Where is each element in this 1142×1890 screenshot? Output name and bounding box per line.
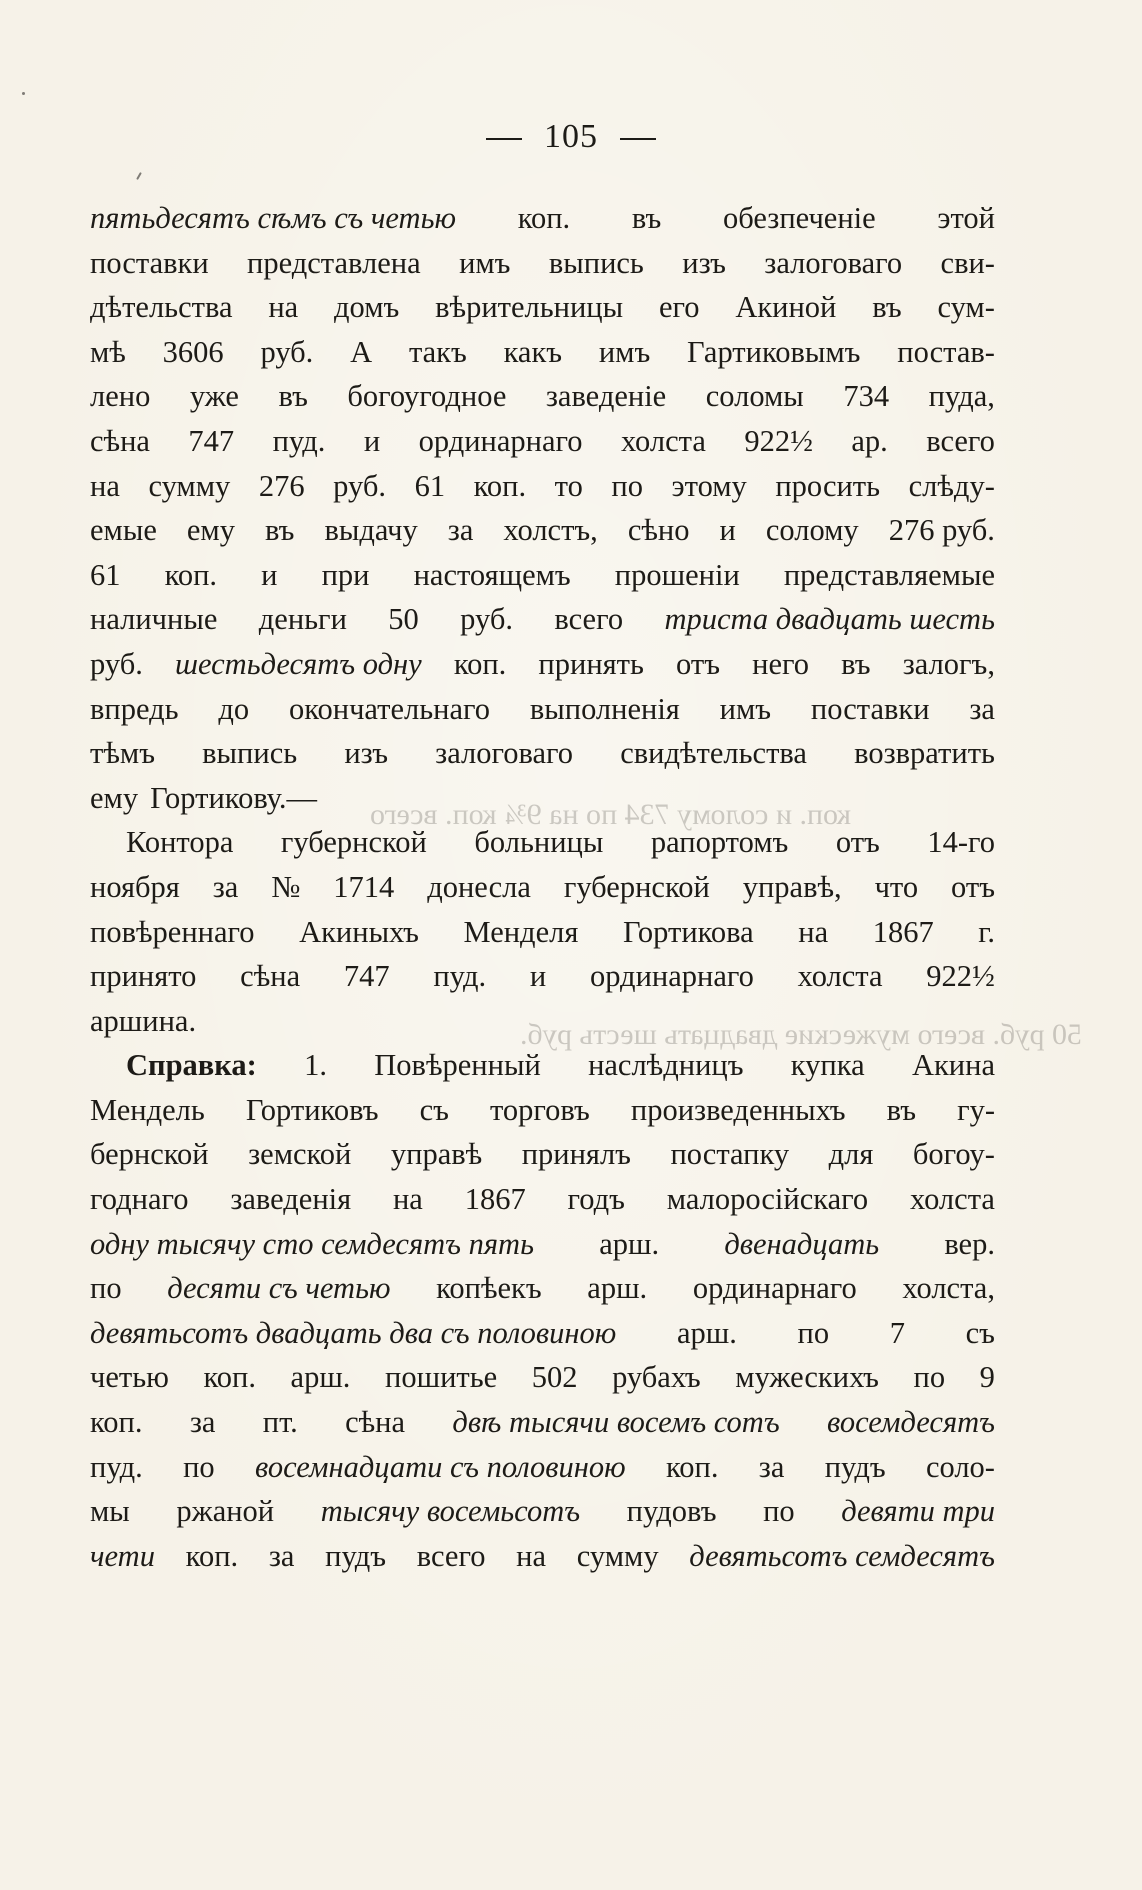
- word: пуда,: [928, 379, 995, 414]
- word: губернской: [280, 825, 427, 860]
- word: девятьсотъ семдесятъ: [689, 1538, 995, 1573]
- word: что: [874, 869, 919, 904]
- word: шестьдесятъ одну: [174, 646, 422, 681]
- word: за: [268, 1538, 295, 1573]
- word: коп.: [90, 1405, 143, 1440]
- word: пуд.: [90, 1449, 143, 1484]
- word: сумму: [576, 1538, 659, 1573]
- word: 3606: [162, 334, 224, 369]
- word: какъ: [503, 334, 563, 369]
- word: слѣду-: [908, 468, 995, 503]
- word: №: [271, 869, 301, 904]
- word: по: [90, 1271, 122, 1306]
- word: и: [719, 513, 736, 548]
- word: Справка:: [126, 1048, 257, 1083]
- word: Акиной: [735, 290, 837, 325]
- word: этому: [671, 468, 747, 503]
- word: по: [913, 1360, 946, 1395]
- word: имъ: [719, 691, 772, 726]
- word: за: [212, 869, 239, 904]
- word: 276 руб.: [888, 513, 995, 548]
- text-line: [90, 196, 995, 241]
- word: богоугодное: [347, 379, 507, 414]
- word: этой: [937, 201, 995, 235]
- word: годнаго: [90, 1182, 189, 1217]
- word: отъ: [676, 646, 720, 681]
- word: на: [90, 468, 120, 503]
- word: и: [529, 959, 547, 994]
- word: поставки: [810, 691, 930, 726]
- text-line: [90, 731, 995, 776]
- word: девятьсотъ двадцать два съ половиною: [90, 1315, 617, 1350]
- word: Мендель: [90, 1092, 205, 1127]
- word: арш.: [587, 1271, 648, 1306]
- word: Контора: [126, 825, 234, 860]
- word: выпись: [202, 736, 298, 771]
- word: пошитье: [385, 1360, 498, 1395]
- word: постав-: [897, 334, 995, 369]
- word: залогъ,: [902, 646, 995, 681]
- word: купка: [790, 1048, 865, 1083]
- word: принялъ: [521, 1137, 631, 1172]
- word: принять: [538, 646, 644, 681]
- word: ар.: [851, 423, 888, 458]
- body-text: [90, 196, 995, 1578]
- word: копѣекъ: [436, 1271, 542, 1306]
- word: девяти три: [841, 1494, 995, 1529]
- word: всего: [926, 423, 995, 458]
- word: Менделя: [463, 914, 579, 949]
- word: для: [828, 1137, 874, 1172]
- word: Гортикова: [622, 914, 754, 949]
- text-line: [90, 553, 995, 598]
- word: аршина.: [90, 1003, 197, 1038]
- word: Гартиковымъ: [687, 334, 861, 369]
- word: пуд.: [272, 423, 326, 458]
- word: Гортиковъ: [245, 1092, 379, 1127]
- paper-speck: [136, 172, 142, 180]
- word: управѣ,: [742, 869, 842, 904]
- word: произведенныхъ: [630, 1092, 846, 1127]
- word: тѣмъ: [90, 736, 155, 771]
- word: холстъ,: [503, 513, 598, 548]
- word: имъ: [459, 245, 511, 280]
- word: всего: [554, 602, 624, 637]
- text-line: [90, 374, 995, 419]
- word: 276: [258, 468, 305, 503]
- word: выдачу: [324, 513, 418, 548]
- word: восемдесятъ: [827, 1405, 995, 1440]
- text-line: [90, 954, 995, 999]
- word: выпись: [548, 245, 644, 280]
- word: руб.: [90, 646, 143, 681]
- word: пудъ: [325, 1538, 387, 1573]
- text-line: [90, 1355, 995, 1400]
- word: свидѣтельства: [620, 736, 807, 771]
- text-line: [90, 1489, 995, 1534]
- word: 61: [414, 468, 446, 503]
- word: представлена: [247, 245, 421, 280]
- word: бернской: [90, 1137, 209, 1172]
- word: коп.: [517, 201, 571, 235]
- word: чети: [90, 1538, 155, 1573]
- word: 9: [979, 1360, 995, 1395]
- word: коп.: [164, 557, 218, 592]
- word: 747: [343, 959, 390, 994]
- text-line: [90, 508, 995, 553]
- text-line: [90, 1400, 995, 1445]
- word: арш.: [676, 1315, 737, 1350]
- word: по: [611, 468, 643, 503]
- word: сѣна: [345, 1405, 406, 1440]
- text-line: [90, 285, 995, 330]
- word: въ: [278, 379, 308, 414]
- text-line: [90, 241, 995, 286]
- word: холста: [797, 959, 883, 994]
- word: просить: [775, 468, 881, 503]
- word: пуд.: [433, 959, 487, 994]
- word: богоу-: [912, 1137, 995, 1172]
- word: въ: [886, 1092, 916, 1127]
- word: возвратить: [854, 736, 995, 771]
- word: уже: [189, 379, 239, 414]
- text-line: [90, 776, 995, 821]
- word: донесла: [427, 869, 531, 904]
- word: настоящемъ: [413, 557, 571, 592]
- word: 1714: [333, 869, 395, 904]
- text-line: [90, 1132, 995, 1177]
- word: руб.: [260, 334, 314, 369]
- word: 1867: [464, 1182, 526, 1217]
- word: 922½: [926, 959, 995, 994]
- word: коп.: [203, 1360, 256, 1395]
- word: руб.: [333, 468, 386, 503]
- word: за: [758, 1449, 785, 1484]
- word: пятьдесятъ сѣмъ съ четью: [90, 201, 456, 235]
- text-line: [90, 910, 995, 955]
- word: одну тысячу сто семдесятъ пять: [90, 1226, 534, 1261]
- word: домъ: [334, 290, 400, 325]
- word: тысячу восемьсотъ: [320, 1494, 581, 1529]
- word: представляемые: [783, 557, 995, 592]
- word: и: [363, 423, 381, 458]
- word: заведенія: [230, 1182, 352, 1217]
- word: выполненія: [529, 691, 680, 726]
- word: пудъ: [824, 1449, 886, 1484]
- word: рубахъ: [612, 1360, 701, 1395]
- text-line: [90, 1088, 995, 1133]
- word: имъ: [598, 334, 651, 369]
- word: А: [350, 334, 373, 369]
- text-line: [90, 464, 995, 509]
- word: 502: [531, 1360, 578, 1395]
- word: 1.: [304, 1048, 327, 1083]
- word: на: [516, 1538, 547, 1573]
- word: за: [447, 513, 474, 548]
- text-line: [90, 1043, 995, 1088]
- word: наличные: [90, 602, 218, 637]
- word: то: [554, 468, 583, 503]
- word: земской: [248, 1137, 352, 1172]
- word: двѣ тысячи восемъ сотъ: [452, 1405, 780, 1440]
- text-line: [90, 330, 995, 375]
- text-line: [90, 865, 995, 910]
- word: въ: [265, 513, 295, 548]
- word: съ: [419, 1092, 449, 1127]
- word: за: [969, 691, 995, 726]
- word: 922½: [744, 423, 813, 458]
- word: изъ: [344, 736, 388, 771]
- word: холста: [910, 1182, 995, 1217]
- word: него: [752, 646, 810, 681]
- word: принято: [90, 959, 197, 994]
- word: по: [183, 1449, 215, 1484]
- word: ему: [186, 513, 235, 548]
- word: повѣреннаго: [90, 914, 255, 949]
- word: г.: [978, 914, 995, 949]
- word: гу-: [957, 1092, 995, 1127]
- word: Повѣренный: [374, 1048, 541, 1083]
- word: до: [218, 691, 250, 726]
- word: наслѣдницъ: [588, 1048, 744, 1083]
- word: Акиныхъ: [299, 914, 419, 949]
- word: малоросійскаго: [666, 1182, 869, 1217]
- word: больницы: [474, 825, 604, 860]
- word: и: [261, 557, 278, 592]
- word: сум-: [937, 290, 995, 325]
- word: по: [763, 1494, 795, 1529]
- page-number-dash-right: [620, 138, 656, 140]
- text-line: [90, 687, 995, 732]
- word: ему: [90, 780, 139, 815]
- text-line: [90, 1266, 995, 1311]
- word: холста: [620, 423, 706, 458]
- text-line: [90, 820, 995, 865]
- word: его: [658, 290, 700, 325]
- word: коп.: [666, 1449, 719, 1484]
- word: коп.: [185, 1538, 239, 1573]
- word: арш.: [599, 1226, 660, 1261]
- word: 1867: [872, 914, 934, 949]
- word: холста,: [902, 1271, 995, 1306]
- word: вер.: [944, 1226, 995, 1261]
- word: коп.: [473, 468, 527, 503]
- word: ржаной: [176, 1494, 275, 1529]
- word: триста двадцать шесть: [664, 602, 995, 637]
- word: соломы: [705, 379, 804, 414]
- word: деньги: [258, 602, 347, 637]
- word: двенадцать: [724, 1226, 880, 1261]
- word: лено: [90, 379, 151, 414]
- word: отъ: [951, 869, 995, 904]
- word: дѣтельства: [90, 290, 233, 325]
- word: четью: [90, 1360, 169, 1395]
- word: Акина: [911, 1048, 995, 1083]
- text-line: [90, 1534, 995, 1579]
- text-line: [90, 1311, 995, 1356]
- word: управѣ: [390, 1137, 483, 1172]
- word: коп.: [453, 646, 507, 681]
- word: торговъ: [489, 1092, 590, 1127]
- word: за: [189, 1405, 216, 1440]
- word: отъ: [835, 825, 880, 860]
- word: въ: [841, 646, 871, 681]
- word: соло-: [925, 1449, 995, 1484]
- word: губернской: [563, 869, 710, 904]
- word: рапортомъ: [650, 825, 789, 860]
- text-line: [90, 999, 995, 1044]
- word: заведеніе: [545, 379, 667, 414]
- text-line: [90, 1177, 995, 1222]
- word: ординарнаго: [418, 423, 583, 458]
- word: ноября: [90, 869, 180, 904]
- page-number: [0, 118, 1142, 156]
- text-line: [90, 1222, 995, 1267]
- word: поставки: [90, 245, 209, 280]
- word: Гортикову.—: [150, 780, 317, 815]
- word: окончательнаго: [288, 691, 491, 726]
- word: сѣна: [90, 423, 150, 458]
- word: емые: [90, 513, 157, 548]
- word: на: [798, 914, 829, 949]
- word: по: [797, 1315, 830, 1350]
- word: мужескихъ: [735, 1360, 879, 1395]
- word: при: [321, 557, 370, 592]
- word: съ: [965, 1315, 995, 1350]
- word: сви-: [940, 245, 995, 280]
- word: сѣна: [240, 959, 301, 994]
- word: постапку: [670, 1137, 790, 1172]
- paper-speck: [22, 92, 25, 95]
- word: 747: [188, 423, 235, 458]
- show-through-text: коп. и солому 734 по на 9¾ коп. всего: [370, 798, 852, 831]
- word: залоговаго: [764, 245, 903, 280]
- word: 61: [90, 557, 121, 592]
- word: на: [392, 1182, 423, 1217]
- word: пудовъ: [626, 1494, 717, 1529]
- word: мы: [90, 1494, 130, 1529]
- word: всего: [416, 1538, 486, 1573]
- word: вѣрительницы: [435, 290, 624, 325]
- text-line: [90, 419, 995, 464]
- word: впредь: [90, 691, 179, 726]
- word: пт.: [262, 1405, 298, 1440]
- word: десяти съ четью: [167, 1271, 391, 1306]
- word: обезпеченіе: [723, 201, 876, 235]
- page-number-value: 105: [544, 118, 598, 155]
- word: мѣ: [90, 334, 126, 369]
- word: годъ: [567, 1182, 625, 1217]
- word: солому: [765, 513, 859, 548]
- word: 7: [889, 1315, 905, 1350]
- word: 734: [843, 379, 890, 414]
- show-through-text: 50 руб. всего мужеские двадцать шесть руб.: [520, 1018, 1083, 1051]
- word: 14-го: [927, 825, 995, 860]
- word: руб.: [460, 602, 514, 637]
- word: изъ: [682, 245, 726, 280]
- word: арш.: [290, 1360, 351, 1395]
- text-line: [90, 1445, 995, 1490]
- word: сумму: [148, 468, 231, 503]
- word: прошеніи: [614, 557, 740, 592]
- word: сѣно: [627, 513, 690, 548]
- text-line: [90, 597, 995, 642]
- page-number-dash-left: [486, 138, 522, 140]
- word: ординарнаго: [589, 959, 754, 994]
- word: на: [268, 290, 299, 325]
- word: такъ: [408, 334, 467, 369]
- word: 50: [388, 602, 419, 637]
- text-line: [90, 642, 995, 687]
- word: въ: [872, 290, 902, 325]
- word: восемнадцати съ половиною: [255, 1449, 626, 1484]
- word: въ: [631, 201, 662, 235]
- word: ординарнаго: [692, 1271, 857, 1306]
- word: залоговаго: [435, 736, 574, 771]
